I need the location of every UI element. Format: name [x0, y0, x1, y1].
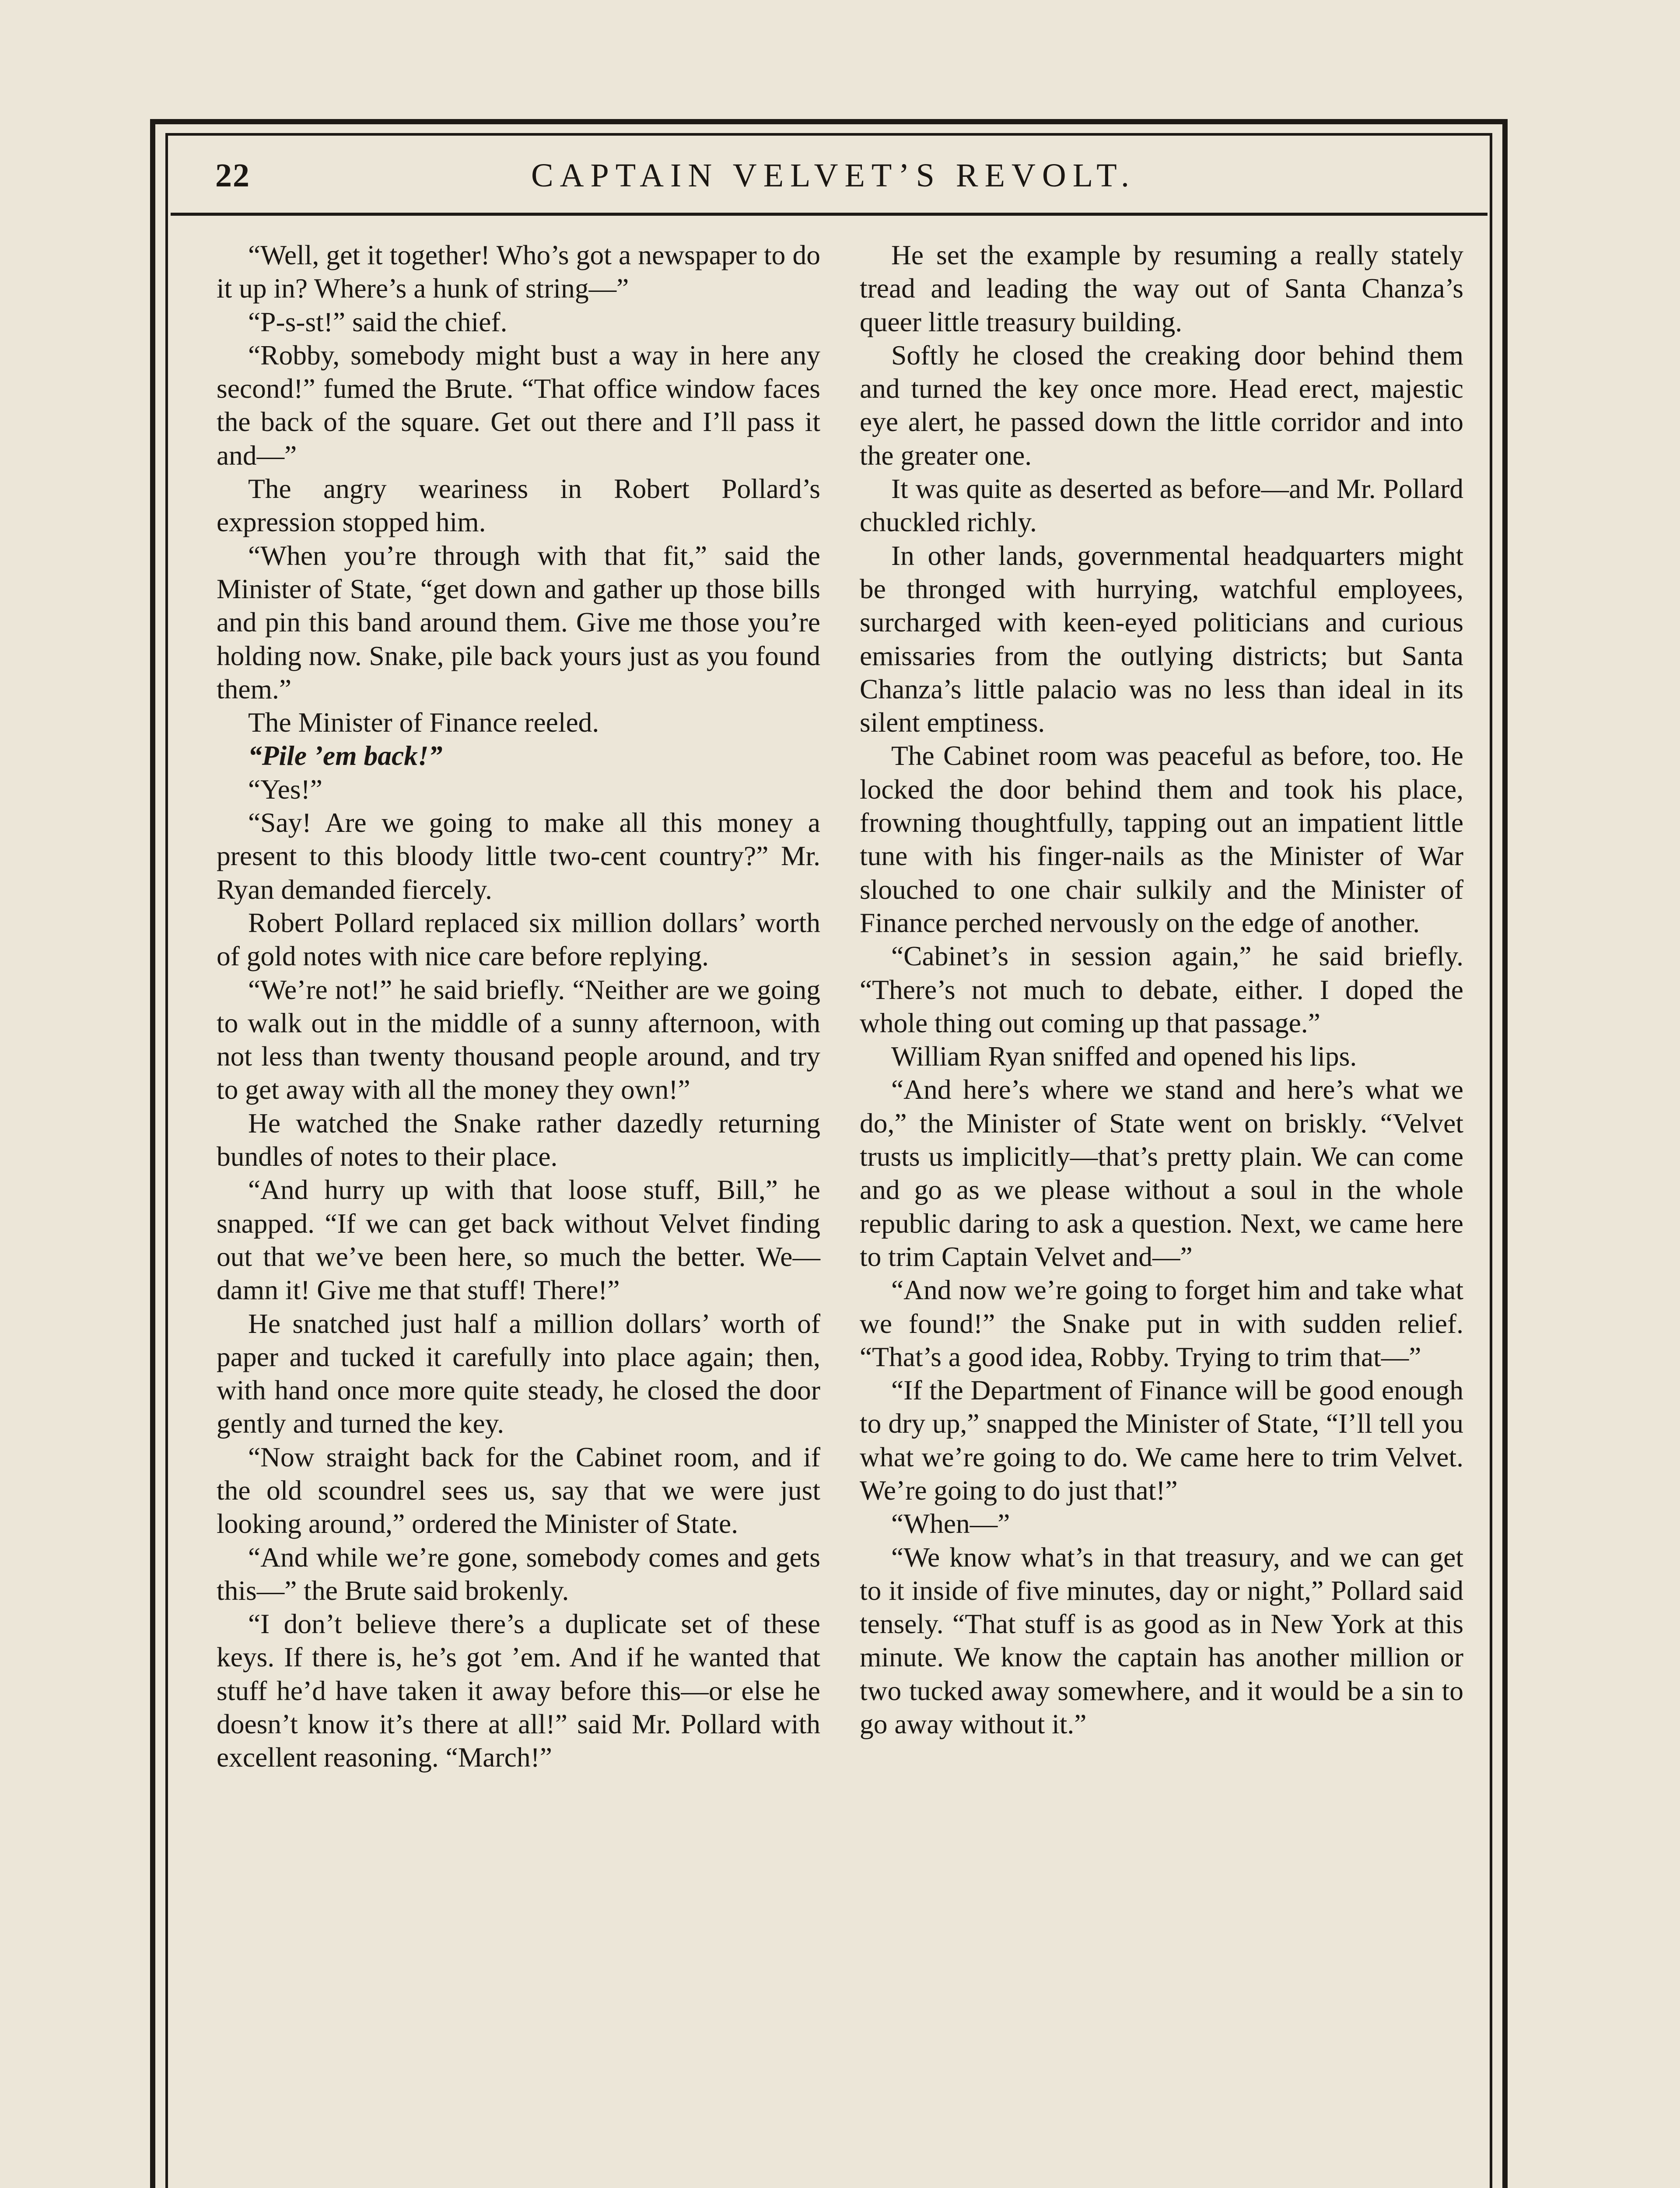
paragraph: “Well, get it together! Who’s got a newspaper to do it up in? Where’s a hunk of string—” — [217, 239, 820, 304]
header-rule — [171, 213, 1488, 216]
paragraph: “And here’s where we stand and here’s what we do,” the Minister of State went on briskly. “Velvet trusts us implicitly—that’s pretty plain. We can come and go as we please without a soul in the whole republic daring to ask a question. Next, we came here to trim Captain Velvet and—” — [860, 1074, 1463, 1272]
paragraph: “When—” — [891, 1508, 1010, 1539]
paragraph: “Cabinet’s in session again,” he said briefly. “There’s not much to debate, either. I doped the whole thing out coming up that passage.” — [860, 940, 1463, 1038]
paragraph: The Minister of Finance reeled. — [248, 707, 599, 738]
paragraph: In other lands, governmental headquarters might be thronged with hurrying, watchful employees, surcharged with keen-eyed politicians and curious emissaries from the outlying districts; but Santa Chanza’s little palacio was no less than ideal in its silent emptiness. — [860, 540, 1463, 738]
paragraph-emphasis: “Pile ’em back!” — [248, 740, 443, 771]
page-number: 22 — [215, 157, 250, 194]
paragraph: “Now straight back for the Cabinet room, and if the old scoundrel sees us, say that we were just looking around,” ordered the Minister of State. — [217, 1441, 820, 1539]
paragraph: “I don’t believe there’s a duplicate set of these keys. If there is, he’s got ’em. And if he wanted that stuff he’d have taken it away before this—or else he doesn’t know it’s there at all!” said Mr. Pollard with excellent reasoning. “March!” — [217, 1608, 820, 1773]
right-column — [860, 238, 1463, 1741]
paragraph: Softly he closed the creaking door behind them and turned the key once more. Head erect, majestic eye alert, he passed down the little corridor and into the greater one. — [860, 339, 1463, 471]
paragraph: “P-s-st!” said the chief. — [248, 306, 508, 337]
paragraph: “And now we’re going to forget him and take what we found!” the Snake put in with sudden relief. “That’s a good idea, Robby. Trying to trim that—” — [860, 1274, 1463, 1372]
paragraph: William Ryan sniffed and opened his lips. — [891, 1041, 1357, 1072]
paragraph: “And hurry up with that loose stuff, Bill,” he snapped. “If we can get back without Velvet finding out that we’ve been here, so much the better. We—damn it! Give me that stuff! There!” — [217, 1174, 820, 1306]
paragraph: “We know what’s in that treasury, and we can get to it inside of five minutes, day or night,” Pollard said tensely. “That stuff is as good as in New York at this minute. We know the captain has another million or two tucked away somewhere, and it would be a sin to go away without it.” — [860, 1541, 1463, 1740]
paragraph: He set the example by resuming a really stately tread and leading the way out of Santa Chanza’s queer little treasury building. — [860, 239, 1463, 337]
page-header — [171, 144, 1488, 219]
paragraph: It was quite as deserted as before—and Mr. Pollard chuckled richly. — [860, 473, 1463, 538]
left-column — [217, 238, 820, 1774]
paragraph: The Cabinet room was peaceful as before, too. He locked the door behind them and took his place, frowning thoughtfully, tapping out an impatient little tune with his finger-nails as the Minister of War slouched to one chair sulkily and the Minister of Finance perched nervously on the edge of another. — [860, 740, 1463, 938]
running-title: CAPTAIN VELVET’S REVOLT. — [531, 157, 1136, 194]
paragraph: “Robby, somebody might bust a way in here any second!” fumed the Brute. “That office window faces the back of the square. Get out there and I’ll pass it and—” — [217, 339, 820, 471]
paragraph: “Yes!” — [248, 773, 322, 805]
paragraph: He snatched just half a million dollars’ worth of paper and tucked it carefully into place again; then, with hand once more quite steady, he closed the door gently and turned the key. — [217, 1308, 820, 1439]
paragraph: “Say! Are we going to make all this money a present to this bloody little two-cent country?” Mr. Ryan demanded fiercely. — [217, 807, 820, 905]
paragraph: He watched the Snake rather dazedly returning bundles of notes to their place. — [217, 1107, 820, 1172]
paragraph: The angry weariness in Robert Pollard’s expression stopped him. — [217, 473, 820, 538]
paragraph: “We’re not!” he said briefly. “Neither are we going to walk out in the middle of a sunny afternoon, with not less than twenty thousand people around, and try to get away with all the money they own!” — [217, 974, 820, 1105]
paragraph: Robert Pollard replaced six million dollars’ worth of gold notes with nice care before replying. — [217, 907, 820, 972]
paragraph: “And while we’re gone, somebody comes and gets this—” the Brute said brokenly. — [217, 1541, 820, 1606]
paragraph: “When you’re through with that fit,” said the Minister of State, “get down and gather up those bills and pin this band around them. Give me those you’re holding now. Snake, pile back yours just as you found them.” — [217, 540, 820, 705]
paragraph: “If the Department of Finance will be good enough to dry up,” snapped the Minister of State, “I’ll tell you what we’re going to do. We came here to trim Velvet. We’re going to do just that!” — [860, 1375, 1463, 1506]
